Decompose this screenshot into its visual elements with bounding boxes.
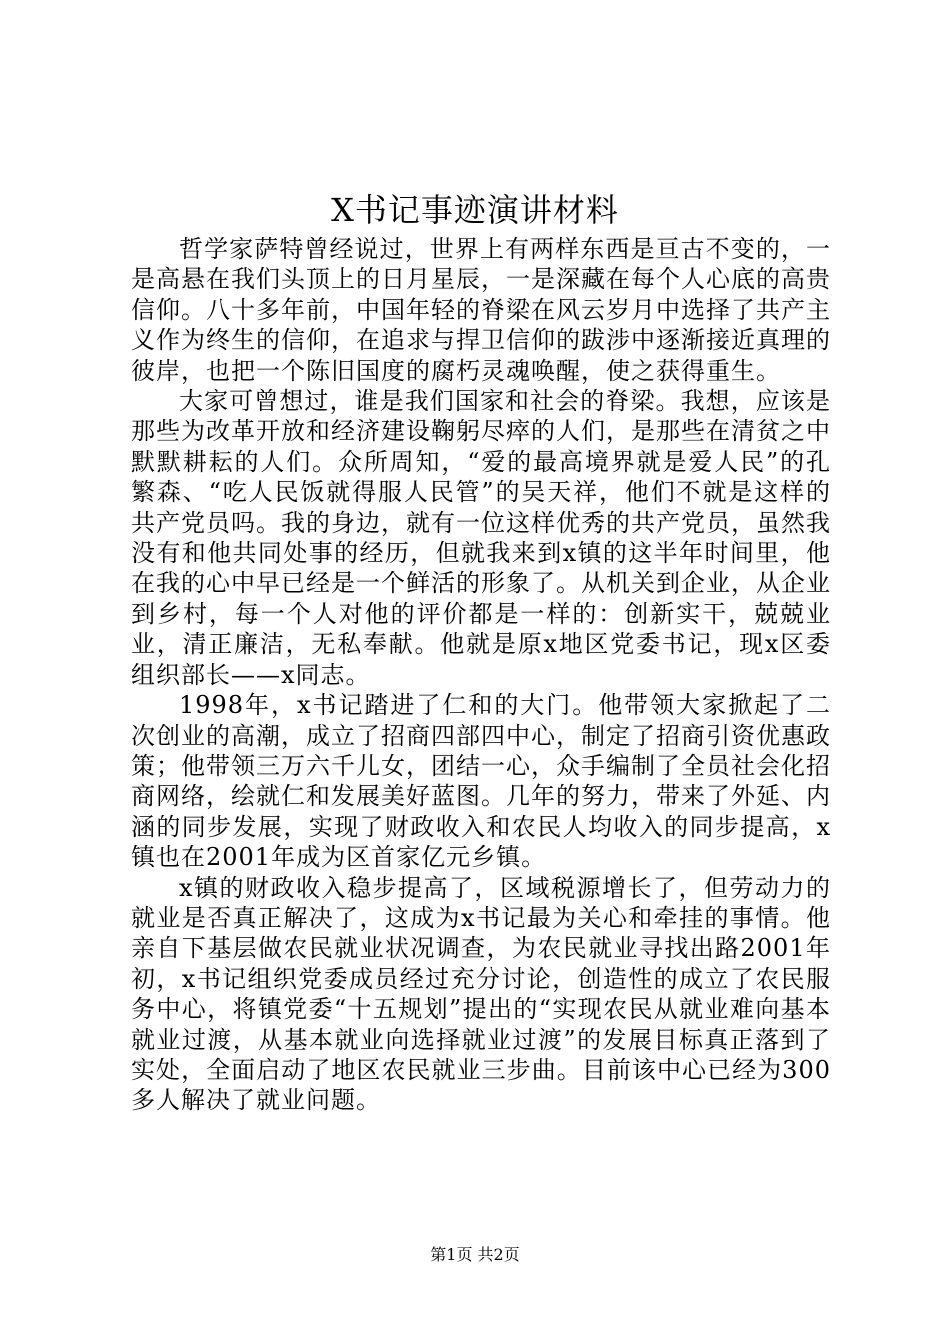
document-body [131, 234, 831, 1116]
paragraph-1: 哲学家萨特曾经说过，世界上有两样东西是亘古不变的，一是高悬在我们头顶上的日月星辰，一是深藏在每个人心底的高贵信仰。八十多年前，中国年轻的脊梁在风云岁月中选择了共产主义作为终生的信仰，在追求与捍卫信仰的跋涉中逐渐接近真理的彼岸，也把一个陈旧国度的腐朽灵魂唤醒，使之获得重生。 [131, 235, 831, 385]
paragraph-3: 1998年，x书记踏进了仁和的大门。他带领大家掀起了二次创业的高潮，成立了招商四部四中心，制定了招商引资优惠政策；他带领三万六千儿女，团结一心，众手编制了全员社会化招商网络，绘就仁和发展美好蓝图。几年的努力，带来了外延、内涵的同步发展，实现了财政收入和农民人均收入的同步提高，x镇也在2001年成为区首家亿元乡镇。 [131, 691, 831, 872]
paragraph-4: x镇的财政收入稳步提高了，区域税源增长了，但劳动力的就业是否真正解决了，这成为x书记最为关心和牵挂的事情。他亲自下基层做农民就业状况调查，为农民就业寻找出路2001年初，x书记组织党委成员经过充分讨论，创造性的成立了农民服务中心，将镇党委“十五规划”提出的“实现农民从就业难向基本就业过渡，从基本就业向选择就业过渡”的发展目标真正落到了实处，全面启动了地区农民就业三步曲。目前该中心已经为300多人解决了就业问题。 [131, 873, 831, 1115]
page-number-footer: 第1页 共2页 [430, 1245, 520, 1264]
paragraph-2: 大家可曾想过，谁是我们国家和社会的脊梁。我想，应该是那些为改革开放和经济建设鞠躬尽瘁的人们，是那些在清贫之中默默耕耘的人们。众所周知，“爱的最高境界就是爱人民”的孔繁森、“吃人民饭就得服人民管”的吴天祥，他们不就是这样的共产党员吗。我的身边，就有一位这样优秀的共产党员，虽然我没有和他共同处事的经历，但就我来到x镇的这半年时间里，他在我的心中早已经是一个鲜活的形象了。从机关到企业，从企业到乡村，每一个人对他的评价都是一样的：创新实干，兢兢业业，清正廉洁，无私奉献。他就是原x地区党委书记，现x区委组织部长——x同志。 [131, 387, 831, 689]
document-title: X书记事迹演讲材料 [331, 191, 619, 229]
